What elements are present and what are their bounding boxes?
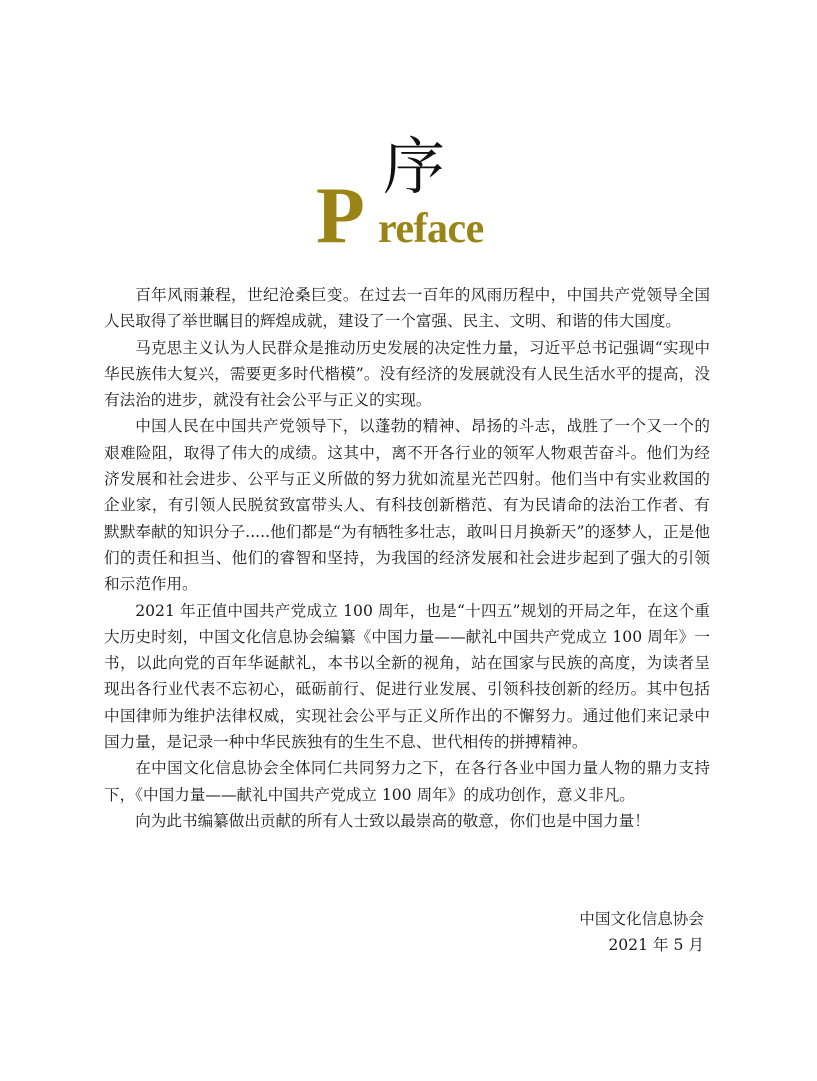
preface-body	[104, 282, 710, 834]
paragraph-2: 马克思主义认为人民群众是推动历史发展的决定性力量，习近平总书记强调“实现中华民族伟大复兴，需要更多时代楷模”。没有经济的发展就没有人民生活水平的提高，没有法治的进步，就没有社会公平与正义的实现。	[104, 338, 710, 410]
paragraph-1: 百年风雨兼程，世纪沧桑巨变。在过去一百年的风雨历程中，中国共产党领导全国人民取得了举世瞩目的辉煌成就，建设了一个富强、民主、文明、和谐的伟大国度。	[104, 286, 710, 331]
paragraph-3: 中国人民在中国共产党领导下，以蓬勃的精神、昂扬的斗志，战胜了一个又一个的艰难险阻，取得了伟大的成绩。这其中，离不开各行业的领军人物艰苦奋斗。他们为经济发展和社会进步、公平与正义所做的努力犹如流星光芒四射。他们当中有实业救国的企业家，有引领人民脱贫致富带头人、有科技创新楷范、有为民请命的法治工作者、有默默奉献的知识分子.....他们都是“为有牺牲多壮志，敢叫日月换新天”的逐梦人，正是他们的责任和担当、他们的睿智和坚持，为我国的经济发展和社会进步起到了强大的引领和示范作用。	[104, 417, 710, 594]
paragraph-5: 在中国文化信息协会全体同仁共同努力之下，在各行各业中国力量人物的鼎力支持下，《中国力量——献礼中国共产党成立 100 周年》的成功创作，意义非凡。	[104, 759, 710, 804]
title-chinese: 序	[383, 130, 446, 203]
title-english-rest: reface	[378, 206, 484, 252]
paragraph-6: 向为此书编纂做出贡献的所有人士致以最崇高的敬意，你们也是中国力量！	[135, 811, 650, 830]
title-english-initial: P	[316, 172, 365, 260]
signature-date: 2021 年 5 月	[608, 936, 704, 955]
signature-organization: 中国文化信息协会	[579, 910, 704, 928]
signature-block	[579, 906, 704, 959]
paragraph-4: 2021 年正值中国共产党成立 100 周年，也是“十四五”规划的开局之年，在这个重大历史时刻，中国文化信息协会编纂《中国力量——献礼中国共产党成立 100 周年》一书，以此向党的百年华诞献礼，本书以全新的视角，站在国家与民族的高度，为读者呈现出各行业代表不忘初心，砥砺前行、促进行业发展、引领科技创新的经历。其中包括中国律师为维护法律权威，实现社会公平与正义所作出的不懈努力。通过他们来记录中国力量，是记录一种中华民族独有的生生不息、世代相传的拼搏精神。	[104, 601, 710, 752]
